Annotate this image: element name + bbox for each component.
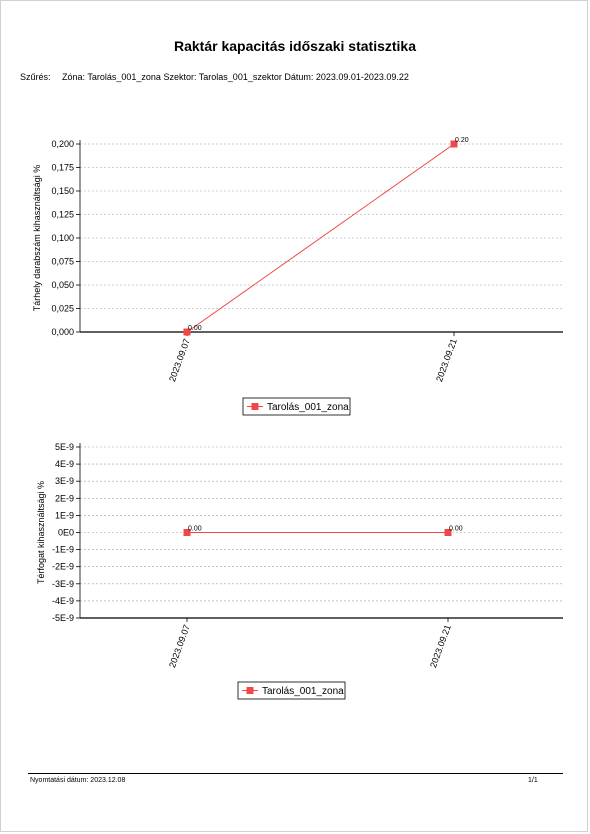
y-tick-label: 0,125 (51, 209, 74, 220)
y-axis-label: Térfogat kihasználtsági % (36, 480, 46, 585)
legend-marker-swatch (247, 687, 254, 694)
y-tick-label: 5E-9 (54, 442, 74, 452)
data-label: 0.00 (188, 325, 202, 332)
y-tick-label: 2E-9 (54, 493, 74, 504)
filter-label: Szűrés: (20, 72, 51, 82)
footer-divider (28, 773, 563, 774)
y-tick-label: 0,025 (51, 303, 74, 314)
data-label: 0.00 (188, 525, 202, 533)
y-tick-label: -4E-9 (51, 595, 74, 606)
y-tick-label: 0,000 (51, 327, 74, 337)
y-axis-label: Tárhely darabszám kihasználtsági % (32, 164, 42, 312)
data-label: 0.00 (449, 525, 463, 533)
y-tick-label: 0,075 (51, 256, 74, 267)
filter-text: Zóna: Tarolás_001_zona Szektor: Tarolas_001_szektor Dátum: 2023.09.01-2023.09.22 (62, 72, 409, 82)
legend-label: Tarolás_001_zona (262, 686, 344, 697)
y-tick-label: 1E-9 (54, 510, 74, 521)
report-title: Raktár kapacitás időszaki statisztika (173, 38, 416, 54)
data-label: 0.20 (455, 137, 469, 144)
y-tick-label: -3E-9 (51, 578, 74, 589)
x-tick-label: 2023.09.21 (428, 623, 453, 670)
y-tick-label: -5E-9 (51, 613, 74, 623)
x-tick-label: 2023.09.07 (167, 337, 192, 384)
print-date: Nyomtatási dátum: 2023.12.08 (30, 777, 126, 784)
x-tick-label: 2023.09.07 (167, 623, 192, 670)
y-tick-label: 0E0 (57, 527, 74, 538)
legend-label: Tarolás_001_zona (267, 402, 349, 413)
page-number: 1/1 (528, 777, 538, 784)
y-tick-label: 0,200 (51, 139, 74, 149)
y-tick-label: 0,150 (51, 186, 74, 196)
y-tick-label: 0,175 (51, 162, 74, 173)
y-tick-label: 4E-9 (54, 459, 74, 470)
y-tick-label: -1E-9 (51, 544, 74, 555)
y-tick-label: 0,100 (51, 233, 74, 243)
y-tick-label: 0,050 (51, 280, 74, 290)
y-tick-label: 3E-9 (54, 476, 74, 487)
x-tick-label: 2023.09.21 (434, 337, 459, 384)
y-tick-label: -2E-9 (51, 561, 74, 572)
